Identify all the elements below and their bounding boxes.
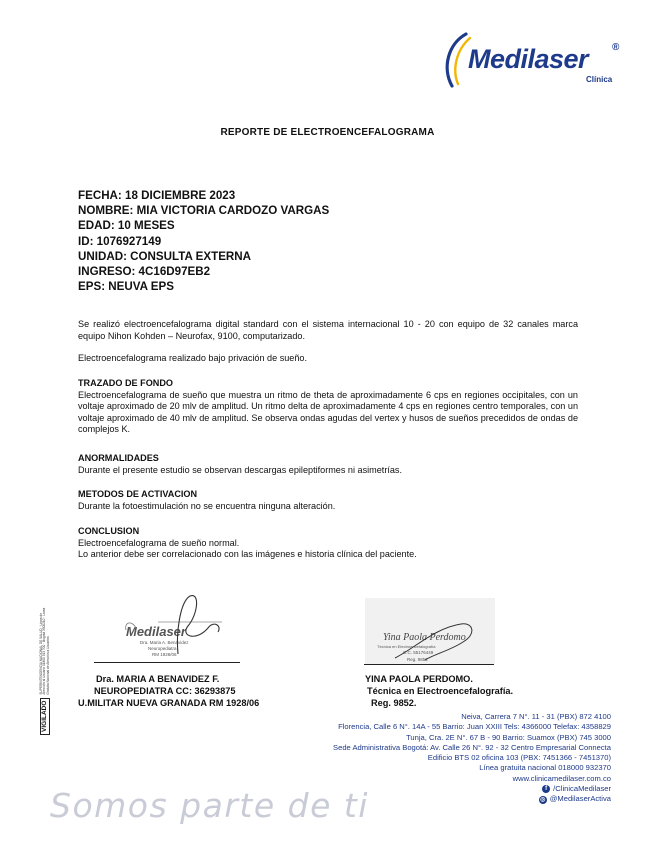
anormalidades-heading: ANORMALIDADES	[78, 453, 159, 463]
metodos-heading: METODOS DE ACTIVACION	[78, 489, 198, 499]
signature-line-1	[94, 662, 240, 663]
signature-line-2	[364, 664, 494, 665]
slogan: Somos parte de ti	[50, 786, 369, 825]
stamp1-reg: RM 1928/06	[152, 652, 177, 657]
metodos-text: Durante la fotoestimulación no se encuentra ninguna alteración.	[78, 500, 336, 511]
contact-bogota: Sede Administrativa Bogotá: Av. Calle 26 N°. 92 - 32 Centro Empresarial Connecta	[333, 742, 611, 752]
instagram-handle: @MedilaserActiva	[549, 794, 611, 804]
section-trazado	[78, 378, 578, 436]
patient-edad: EDAD: 10 MESES	[78, 219, 175, 233]
sig1-name: Dra. MARIA A BENAVIDEZ F.	[96, 674, 220, 684]
patient-ingreso: INGRESO: 4C16D97EB2	[78, 265, 211, 279]
trazado-text: Electroencefalograma de sueño que muestra un ritmo de theta de aproximadamente 6 cps en regiones occipitales, con un voltaje aproximado de 20 mlv de amplitud. Un ritmo delta de aproximadamente 4 cps en regiones centro temporales, con un voltaje aproximado de 40 mlv de amplitud. Se observa ondas agudas del vertex y husos de sueños precedidos de ondas de complejos K.	[78, 389, 578, 434]
logo-registered: ®	[612, 42, 620, 53]
sig2-role: Técnica en Electroencefalografía.	[367, 685, 514, 696]
medilaser-logo	[438, 30, 628, 90]
contact-florencia: Florencia, Calle 6 N°. 14A - 55 Barrio: Juan XXIII Tels: 4366000 Telefax: 4358829	[338, 722, 611, 732]
patient-nombre: NOMBRE: MIA VICTORIA CARDOZO VARGAS	[78, 204, 330, 218]
stamp2-cc: C.C. 55176449	[403, 650, 434, 655]
conclusion-line1: Electroencefalograma de sueño normal.	[78, 537, 240, 548]
sig2-name: YINA PAOLA PERDOMO.	[365, 674, 473, 684]
stamp2-reg: Reg. 9852	[407, 657, 428, 662]
intro-paragraph: Se realizó electroencefalograma digital standard con el sistema internacional 10 - 20 con equipo de 32 canales marca equipo Nihon Kohden – Neurofax, 9100, computarizado.	[78, 319, 578, 341]
contact-website[interactable]: www.clinicamedilaser.com.co	[512, 773, 611, 783]
sleep-paragraph: Electroencefalograma realizado bajo privación de sueño.	[78, 353, 307, 363]
vigilado-side-label	[38, 600, 52, 735]
sig2-reg: Reg. 9852.	[371, 697, 417, 708]
conclusion-line2: Lo anterior debe ser correlacionado con las imágenes e historia clínica del paciente.	[78, 549, 417, 559]
signature-stamp-1	[118, 592, 228, 660]
report-title: REPORTE DE ELECTROENCEFALOGRAMA	[220, 127, 435, 138]
contact-neiva: Neiva, Carrera 7 N°. 11 - 31 (PBX) 872 4100	[461, 712, 611, 721]
signature-stamp-2	[365, 598, 495, 664]
facebook-handle: /ClinicaMedilaser	[553, 784, 611, 794]
patient-eps: EPS: NEUVA EPS	[78, 280, 174, 294]
section-anormalidades	[78, 453, 578, 476]
patient-info	[78, 188, 329, 294]
section-conclusion	[78, 526, 578, 561]
contact-linea: Línea gratuita nacional 018000 932370	[479, 763, 611, 773]
vigilado-small-text: SUPERINTENDENCIA NACIONAL DE SALUD · Línea de Atención al Usuario 01800 513 700 · Bogotá 3300210 · Línea Gratuita Nacional de Atención a Usuarios	[38, 607, 50, 695]
section-metodos	[78, 489, 578, 512]
sig1-role: NEUROPEDIATRA CC: 36293875	[94, 685, 236, 696]
stamp2-name: Yina Paola Perdomo	[383, 632, 466, 643]
logo-name: Medilaser	[468, 44, 589, 74]
stamp1-name: Dra. Maria A. Benavidez	[140, 640, 189, 645]
vigilado-label: VIGILADO	[40, 698, 50, 735]
instagram-icon: ◎	[540, 796, 546, 803]
sig1-institution: U.MILITAR NUEVA GRANADA RM 1928/06	[78, 697, 260, 708]
contact-tunja: Tunja, Cra. 2E N°. 67 B - 90 Barrio: Suamox (PBX) 745 3000	[406, 732, 611, 742]
stamp1-role: Neuropediatra	[148, 646, 177, 651]
trazado-heading: TRAZADO DE FONDO	[78, 378, 173, 388]
signature-block-2	[365, 674, 513, 709]
anormalidades-text: Durante el presente estudio se observan descargas epileptiformes ni asimetrías.	[78, 464, 403, 475]
stamp1-logo: Medilaser	[126, 624, 186, 639]
patient-id: ID: 1076927149	[78, 234, 162, 248]
contact-edificio: Edificio BTS 02 oficina 103 (PBX: 7451366 - 7451370)	[427, 753, 611, 763]
facebook-icon: f	[542, 785, 550, 793]
patient-fecha: FECHA: 18 DICIEMBRE 2023	[78, 189, 236, 202]
stamp2-role: Técnica en Electroencefalografía	[377, 644, 436, 649]
conclusion-heading: CONCLUSION	[78, 526, 140, 536]
signature-block-1	[78, 674, 259, 709]
logo-subtitle: Clínica	[586, 75, 613, 84]
patient-unidad: UNIDAD: CONSULTA EXTERNA	[78, 249, 252, 263]
